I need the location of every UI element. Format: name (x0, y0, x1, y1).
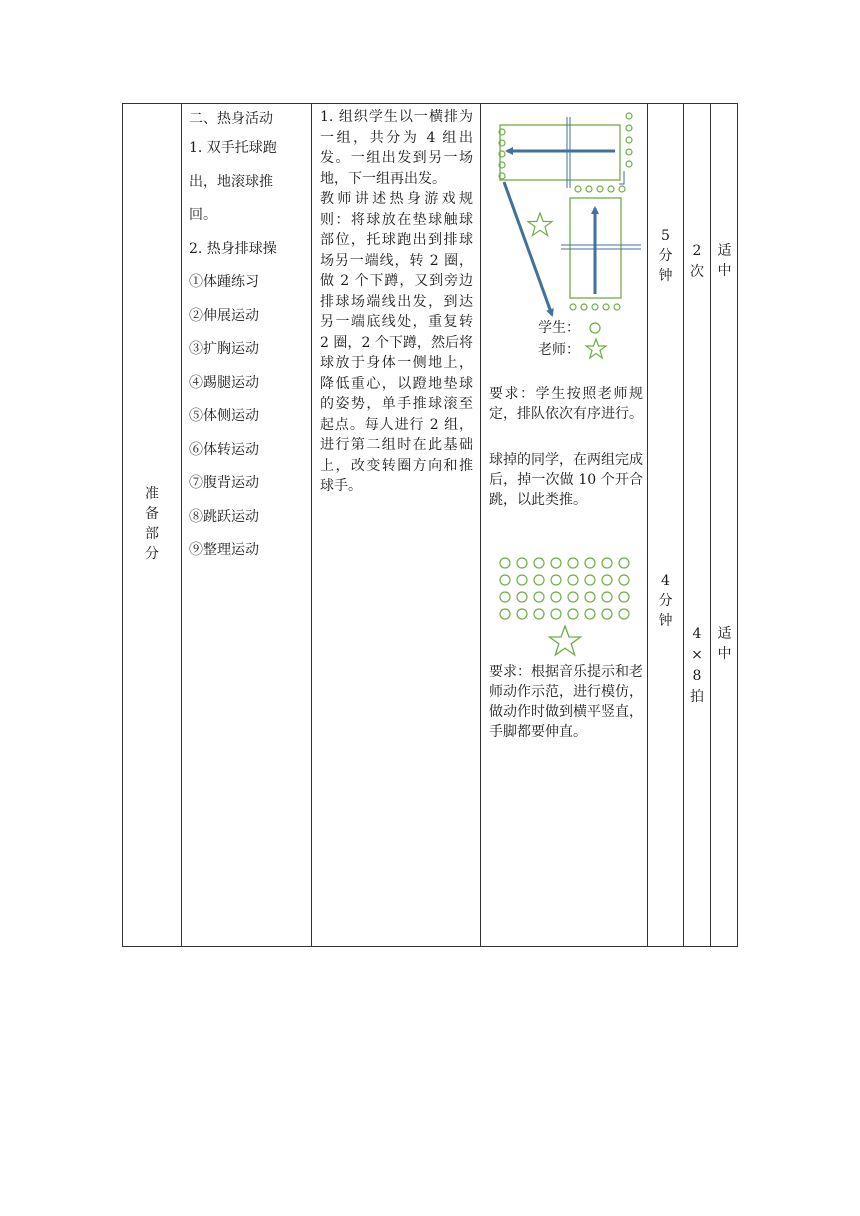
student-group (570, 304, 620, 310)
method-paragraph: 1. 组织学生以一横排为一组，共分为 4 组出发。一组出发到另一场地，下一组再出发。 (320, 109, 473, 187)
section-char: 分 (145, 546, 159, 562)
section-char: 准 (145, 486, 159, 502)
intensity-value (711, 241, 738, 281)
time-value (648, 226, 683, 286)
content-line: 回。 (189, 207, 217, 223)
content-line: 2. 热身排球操 (189, 240, 277, 257)
intensity-char: 中 (717, 263, 732, 279)
count-char: 2 (692, 243, 702, 259)
content-line: 二、热身活动 (189, 111, 273, 127)
count-char: 拍 (690, 689, 704, 705)
count-value (684, 241, 710, 283)
count-char: 次 (690, 264, 704, 280)
requirement-text: 要求：学生按照老师规定，排队依次有序进行。 (489, 386, 643, 422)
content-line: ⑥体转运动 (189, 441, 259, 458)
content-line: ⑨整理运动 (189, 542, 259, 558)
formation-diagram (481, 104, 647, 948)
content-line: ④踢腿运动 (189, 374, 259, 391)
time-char: 分 (658, 248, 673, 264)
method-paragraph: 教师讲述热身游戏规则：将球放在垫球触球部位，托球跑出到排球场另一端线，转 2 圈，做 2 个下蹲，又到旁边排球场端线出发，到达另一端底线处，重复转 2 圈，2 个下蹲，然后将球放于身体一侧地上，降低重心，以蹬地垫球的姿势，单手推球滚至起点。每人进行 2 组，进行第二组时在此基础上，改变转圈方向和推球手。 (320, 191, 473, 494)
intensity-char: 适 (717, 243, 732, 259)
requirement-text: 要求：根据音乐提示和老师动作示范，进行模仿，做动作时做到横平竖直，手脚都要伸直。 (489, 664, 643, 740)
content-line: ③扩胸运动 (189, 341, 259, 357)
section-char: 部 (145, 526, 159, 542)
intensity-char: 适 (717, 626, 732, 642)
teacher-star-icon (528, 213, 552, 236)
time-char: 5 (661, 228, 670, 244)
organization-column (481, 104, 647, 946)
count-char: 8 (692, 668, 702, 684)
teacher-legend-label: 老师： (538, 342, 580, 358)
content-line: 出，地滚球推 (189, 173, 273, 190)
content-line: ②伸展运动 (189, 307, 259, 324)
lesson-plan-table (122, 103, 738, 947)
section-char: 备 (145, 506, 159, 522)
time-char: 钟 (658, 613, 673, 629)
teacher-legend-icon (586, 339, 606, 358)
time-char: 钟 (658, 268, 673, 284)
intensity-char: 中 (717, 646, 732, 662)
count-char: 4 (692, 626, 702, 642)
student-legend-label: 学生： (538, 320, 580, 336)
count-column (684, 104, 710, 946)
intensity-value (711, 624, 738, 664)
content-column (182, 104, 311, 946)
requirement-text: 球掉的同学，在两组完成后，掉一次做 10 个开合跳，以此类推。 (489, 452, 643, 508)
content-line: ⑤体侧运动 (189, 408, 259, 424)
time-char: 分 (658, 593, 673, 609)
formation-grid (500, 558, 629, 619)
content-line: ①体踵练习 (189, 274, 259, 290)
time-column (648, 104, 683, 946)
intensity-column (711, 104, 738, 946)
student-legend-icon (590, 323, 600, 333)
diagonal-arrow (504, 182, 552, 315)
section-label (123, 484, 181, 564)
teacher-star-icon (550, 626, 581, 655)
method-column (312, 104, 480, 946)
content-line: 1. 双手托球跑 (189, 140, 277, 156)
count-char: × (691, 647, 703, 663)
time-value (648, 571, 683, 631)
content-line: ⑦腹背运动 (189, 475, 259, 491)
time-char: 4 (661, 573, 670, 589)
content-line: ⑧跳跃运动 (189, 508, 259, 525)
count-value (684, 624, 710, 708)
